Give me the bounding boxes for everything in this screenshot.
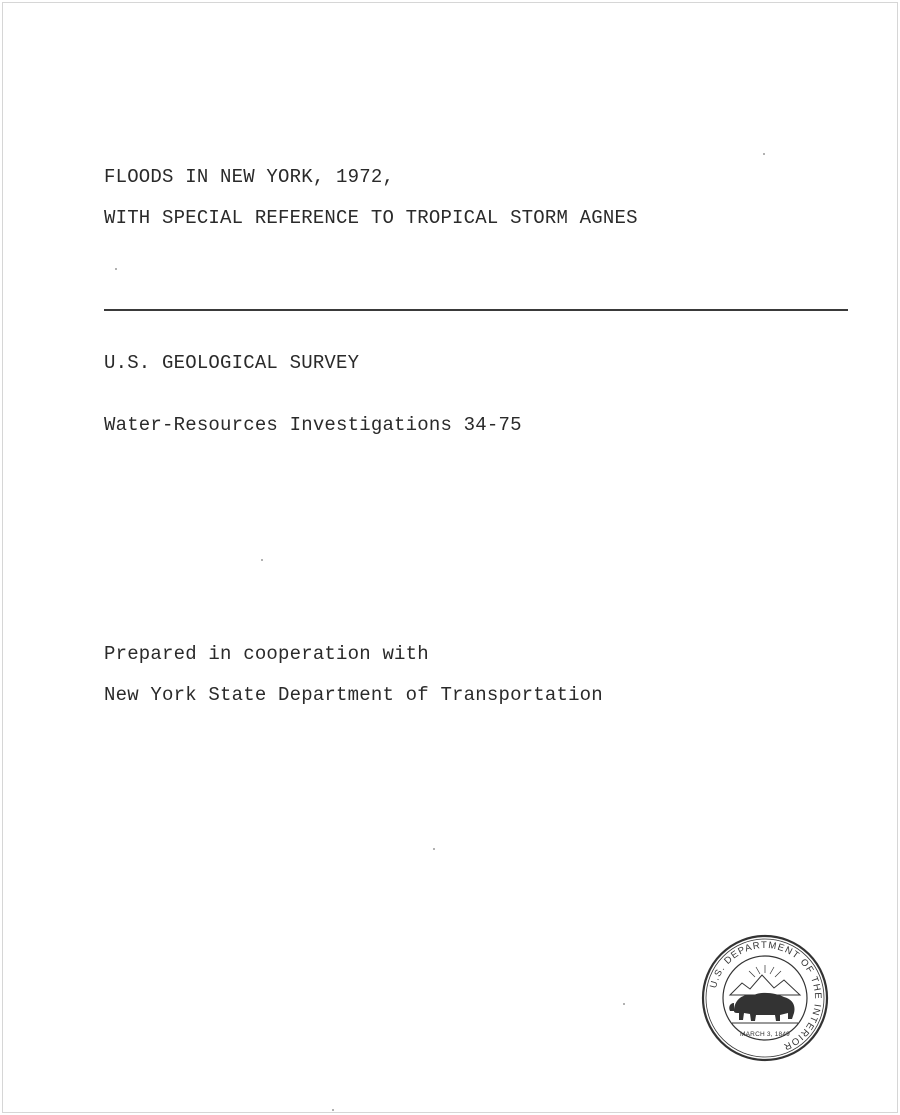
report-series: Water-Resources Investigations 34-75	[104, 414, 522, 436]
document-page	[2, 2, 898, 1113]
horizontal-rule	[104, 309, 848, 311]
agency-name: U.S. GEOLOGICAL SURVEY	[104, 352, 360, 374]
report-title-line-2: WITH SPECIAL REFERENCE TO TROPICAL STORM AGNES	[104, 207, 638, 229]
report-title-line-1: FLOODS IN NEW YORK, 1972,	[104, 166, 395, 188]
seal-date-text: MARCH 3, 1849	[740, 1031, 790, 1038]
cooperation-statement: Prepared in cooperation with	[104, 643, 429, 665]
department-of-the-interior-seal-icon	[700, 933, 830, 1063]
seal-ring-text: U.S. DEPARTMENT OF THE INTERIOR	[708, 939, 824, 1053]
cooperating-agency: New York State Department of Transportation	[104, 684, 603, 706]
